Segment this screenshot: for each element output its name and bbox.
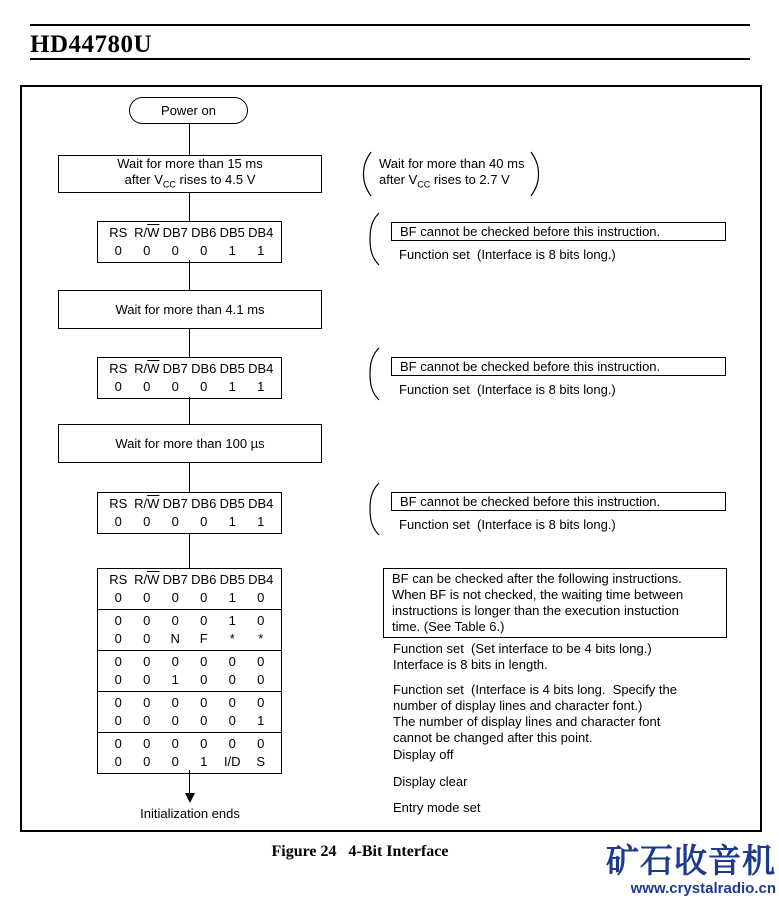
watermark <box>560 844 776 896</box>
wait-box-2 <box>58 290 322 329</box>
wait-box-1-line1: Wait for more than 15 ms <box>117 155 263 171</box>
right-paren-icon <box>530 151 540 197</box>
header-rule-top <box>30 24 750 26</box>
arrow-down-icon <box>185 793 195 803</box>
flow-connector <box>189 463 190 492</box>
header-rule-bottom <box>30 58 750 60</box>
flow-start-node <box>129 97 248 124</box>
watermark-url: www.crystalradio.cn <box>630 880 776 897</box>
note-display-off: Display off <box>393 747 454 762</box>
wait-box-2-line1: Wait for more than 4.1 ms <box>115 301 265 317</box>
wait-box-1-line2: after $V_{CC}$ rises to 4.5 V <box>124 171 256 190</box>
flow-connector <box>189 533 190 568</box>
flow-end-label: Initialization ends <box>140 806 240 821</box>
function-set-caption-2: Function set (Interface is 8 bits long.) <box>399 382 616 397</box>
wait40-line1: Wait for more than 40 ms <box>379 156 525 171</box>
note-display-clear: Display clear <box>393 774 468 789</box>
flow-connector <box>189 193 190 221</box>
left-bracket-icon <box>368 212 380 266</box>
flow-connector <box>189 124 190 155</box>
note-function-set-4bit: Function set (Set interface to be 4 bits long.) Interface is 8 bits in length. <box>393 641 652 672</box>
instruction-box-2: RS $R/\overline{W}$ DB7 DB6 DB5 DB4 0 0 0 0 1 1 <box>97 357 282 399</box>
flow-start-label: Power on <box>161 102 216 118</box>
wait-box-3 <box>58 424 322 463</box>
left-paren-icon <box>362 151 372 197</box>
bf-final-note-box: BF can be checked after the following instructions. When BF is not checked, the waiting time between instructions is longer than the execution instuction time. (See Table 6.) <box>383 568 727 638</box>
page-title: HD44780U <box>30 31 153 58</box>
note-function-set-lines-font: Function set (Interface is 4 bits long. Specify the number of display lines and character font.) The number of display lines and character font cannot be changed after this point. <box>393 682 677 745</box>
instruction-box-1: RS $R/\overline{W}$ DB7 DB6 DB5 DB4 0 0 0 0 1 1 <box>97 221 282 263</box>
function-set-caption-1: Function set (Interface is 8 bits long.) <box>399 247 616 262</box>
note-entry-mode-set: Entry mode set <box>393 800 481 815</box>
figure-caption: Figure 24 4-Bit Interface <box>271 843 449 860</box>
left-bracket-icon <box>368 347 380 401</box>
wait-box-3-line1: Wait for more than 100 µs <box>115 435 265 451</box>
bf-note-box-3: BF cannot be checked before this instruction. <box>391 492 726 511</box>
bf-note-box-1: BF cannot be checked before this instruction. <box>391 222 726 241</box>
left-bracket-icon <box>368 482 380 536</box>
wait-box-1 <box>58 155 322 193</box>
bf-note-box-2: BF cannot be checked before this instruction. <box>391 357 726 376</box>
function-set-caption-3: Function set (Interface is 8 bits long.) <box>399 517 616 532</box>
instruction-box-3: RS $R/\overline{W}$ DB7 DB6 DB5 DB4 0 0 0 0 1 1 <box>97 492 282 534</box>
watermark-logo-text: 矿石收音机 <box>606 842 776 879</box>
instruction-sequence-table: RS $R/\overline{W}$ DB7 DB6 DB5 DB4 0 0 0 0 1 0 0 0 0 0 1 0 0 0 N F * * 0 0 0 0 0 0 0 0 1 0 0 0 0 0 0 0 0 0 0 0 0 0 0 1 0 0 0 0 0 0 0 0 0 1 I/D S <box>97 568 282 774</box>
wait40-line2: after $V_{CC}$ rises to 2.7 V <box>379 172 510 190</box>
flow-connector <box>189 260 190 290</box>
flow-connector <box>189 397 190 424</box>
wait40-note <box>379 156 524 188</box>
flow-connector <box>189 329 190 357</box>
flow-connector <box>189 770 190 794</box>
